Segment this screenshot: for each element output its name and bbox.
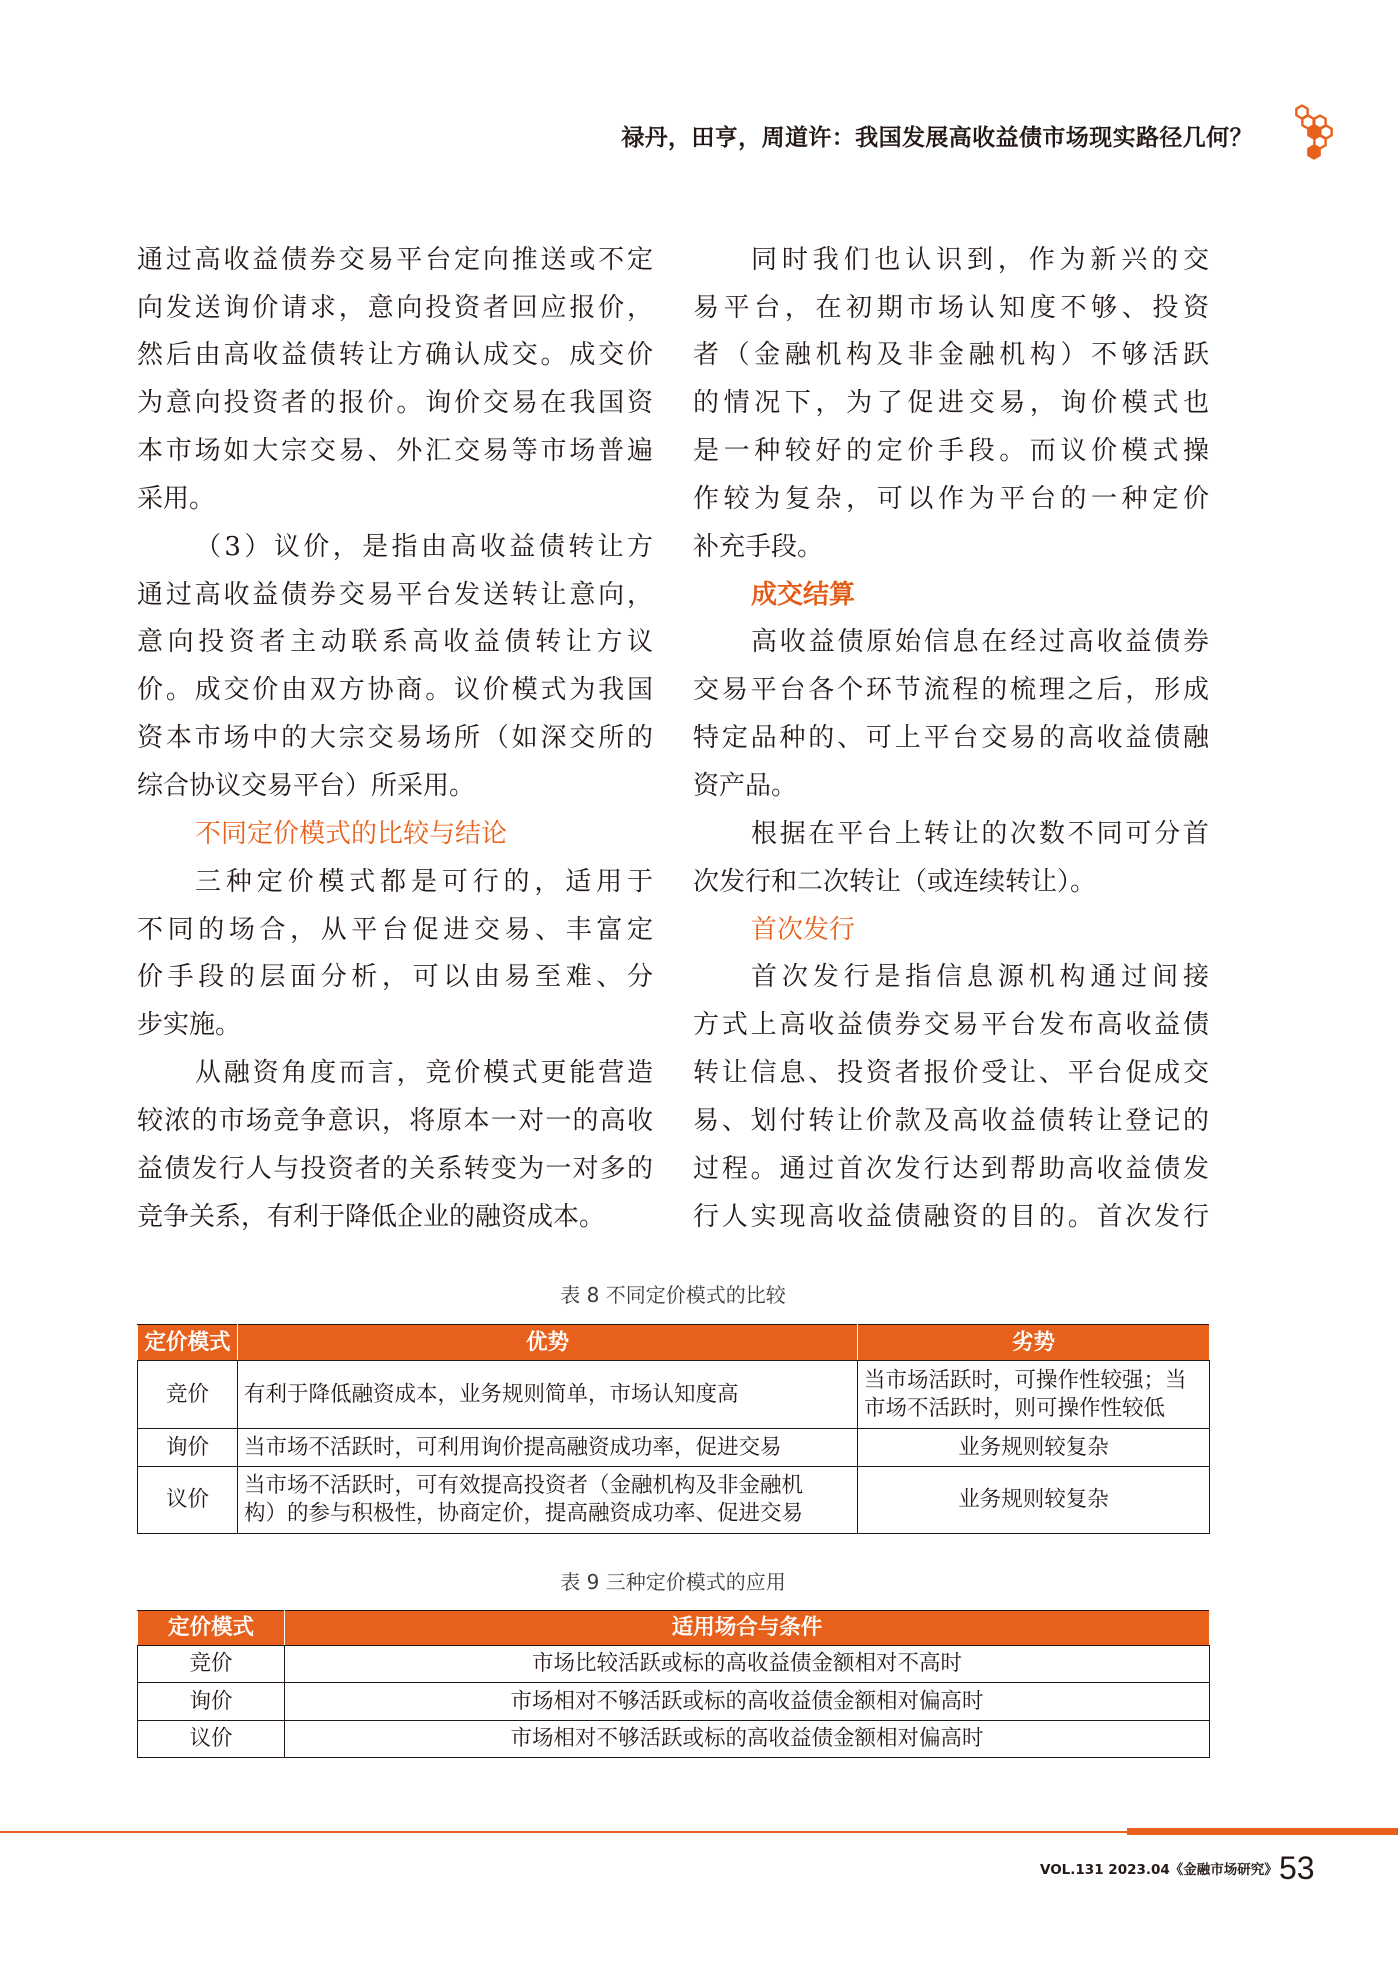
table-cell xyxy=(238,1361,858,1429)
journal-issue-label: VOL.131 2023.04《金融市场研究》 xyxy=(1040,1862,1278,1878)
body-text-line: 资本市场中的大宗交易场所（如深交所的 xyxy=(137,723,653,754)
body-text-line: 通过高收益债券交易平台发送转让意向， xyxy=(137,579,653,610)
footer-rule-accent xyxy=(1127,1828,1398,1835)
body-text-line: 易平台，在初期市场认知度不够、投资 xyxy=(693,292,1209,323)
body-text-line: 价手段的层面分析，可以由易至难、分 xyxy=(137,962,653,993)
body-text-line: （3）议价，是指由高收益债转让方 xyxy=(195,531,653,562)
section-heading: 不同定价模式的比较与结论 xyxy=(195,818,508,849)
pricing-mode-comparison-table xyxy=(137,1324,1210,1534)
table-header-row xyxy=(138,1325,1210,1361)
table-caption: 表 8 不同定价模式的比较 xyxy=(560,1283,786,1307)
body-text-line: 意向投资者主动联系高收益债转让方议 xyxy=(137,627,653,658)
body-text-line: 较浓的市场竞争意识，将原本一对一的高收 xyxy=(137,1105,653,1136)
table-cell: 议价 xyxy=(138,1467,238,1534)
table-cell xyxy=(238,1429,858,1467)
body-text-line: 补充手段。 xyxy=(693,531,824,562)
body-text-line: 是一种较好的定价手段。而议价模式操 xyxy=(693,436,1209,467)
table-row xyxy=(138,1721,1210,1758)
table-cell-line: 构）的参与积极性，协商定价，提高融资成功率、促进交易 xyxy=(244,1501,804,1526)
table-row xyxy=(138,1683,1210,1721)
page-number: 53 xyxy=(1279,1850,1315,1886)
table-cell: 竞价 xyxy=(138,1361,238,1429)
right-text-column xyxy=(693,237,1209,1242)
body-text-line: 资产品。 xyxy=(693,770,798,801)
section-heading: 成交结算 xyxy=(751,579,856,610)
body-text-line: 作较为复杂，可以作为平台的一种定价 xyxy=(693,483,1209,514)
table-cell-line: 当市场不活跃时，可有效提高投资者（金融机构及非金融机 xyxy=(244,1473,804,1498)
table-row xyxy=(138,1429,1210,1467)
table-caption: 表 9 三种定价模式的应用 xyxy=(560,1570,786,1594)
body-text-line: 竞争关系，有利于降低企业的融资成本。 xyxy=(137,1201,606,1232)
table-header-cell: 适用场合与条件 xyxy=(285,1611,1210,1646)
table-cell xyxy=(238,1467,858,1534)
table-row xyxy=(138,1361,1210,1429)
footer-rule xyxy=(0,1831,1127,1833)
table-cell: 市场相对不够活跃或标的高收益债金额相对偏高时 xyxy=(285,1721,1210,1758)
body-text-line: 三种定价模式都是可行的，适用于 xyxy=(195,866,653,897)
body-text-line: 根据在平台上转让的次数不同可分首 xyxy=(751,818,1209,849)
left-text-column xyxy=(137,237,653,1242)
body-text-line: 综合协议交易平台）所采用。 xyxy=(137,770,476,801)
body-text-line: 行人实现高收益债融资的目的。首次发行 xyxy=(693,1201,1209,1232)
body-text-line: 步实施。 xyxy=(137,1010,242,1041)
table-cell-line: 当市场活跃时，可操作性较强；当 xyxy=(864,1367,1187,1393)
body-text-line: 价。成交价由双方协商。议价模式为我国 xyxy=(137,675,653,706)
honeycomb-logo-icon xyxy=(1292,104,1338,162)
body-text-line: 同时我们也认识到，作为新兴的交 xyxy=(751,244,1209,275)
body-text-line: 者（金融机构及非金融机构）不够活跃 xyxy=(693,340,1209,371)
table-cell-line: 市场不活跃时，则可操作性较低 xyxy=(864,1395,1166,1421)
body-text-line: 通过高收益债券交易平台定向推送或不定 xyxy=(137,244,653,275)
table-cell: 市场比较活跃或标的高收益债金额相对不高时 xyxy=(285,1646,1210,1683)
pricing-mode-application-table xyxy=(137,1610,1210,1758)
table-cell: 市场相对不够活跃或标的高收益债金额相对偏高时 xyxy=(285,1683,1210,1721)
table-cell xyxy=(858,1361,1210,1429)
table-header-cell: 定价模式 xyxy=(138,1325,238,1361)
table-header-cell: 劣势 xyxy=(858,1325,1210,1361)
body-text-line: 的情况下，为了促进交易，询价模式也 xyxy=(693,388,1209,419)
body-text-line: 易、划付转让价款及高收益债转让登记的 xyxy=(693,1105,1209,1136)
table-cell: 询价 xyxy=(138,1683,285,1721)
body-text-line: 次发行和二次转让（或连续转让）。 xyxy=(693,866,1097,897)
body-text-line: 交易平台各个环节流程的梳理之后，形成 xyxy=(693,675,1209,706)
table-cell: 询价 xyxy=(138,1429,238,1467)
table-header-cell: 优势 xyxy=(238,1325,858,1361)
body-text-line: 高收益债原始信息在经过高收益债券 xyxy=(751,627,1209,658)
body-text-line: 过程。通过首次发行达到帮助高收益债发 xyxy=(693,1153,1209,1184)
table-header-cell: 定价模式 xyxy=(138,1611,285,1646)
body-text-line: 本市场如大宗交易、外汇交易等市场普遍 xyxy=(137,436,653,467)
body-text-line: 向发送询价请求，意向投资者回应报价， xyxy=(137,292,653,323)
body-text-line: 然后由高收益债转让方确认成交。成交价 xyxy=(137,340,653,371)
table-cell xyxy=(858,1429,1210,1467)
body-text-line: 为意向投资者的报价。询价交易在我国资 xyxy=(137,388,653,419)
body-text-line: 转让信息、投资者报价受让、平台促成交 xyxy=(693,1058,1209,1089)
table-cell-line: 有利于降低融资成本，业务规则简单，市场认知度高 xyxy=(244,1381,739,1407)
table-cell xyxy=(858,1467,1210,1534)
body-text-line: 从融资角度而言，竞价模式更能营造 xyxy=(195,1058,653,1089)
table-cell-line: 业务规则较复杂 xyxy=(958,1434,1109,1460)
body-text-line: 不同的场合，从平台促进交易、丰富定 xyxy=(137,914,653,945)
running-title: 禄丹，田亨，周道许：我国发展高收益债市场现实路径几何？ xyxy=(621,125,1253,151)
table-row xyxy=(138,1467,1210,1534)
table-cell-line: 当市场不活跃时，可利用询价提高融资成功率，促进交易 xyxy=(244,1434,782,1460)
table-cell: 议价 xyxy=(138,1721,285,1758)
body-text-line: 方式上高收益债券交易平台发布高收益债 xyxy=(693,1010,1209,1041)
table-header-row xyxy=(138,1611,1210,1646)
section-heading: 首次发行 xyxy=(751,914,856,945)
table-cell-line: 业务规则较复杂 xyxy=(958,1487,1109,1512)
body-text-line: 特定品种的、可上平台交易的高收益债融 xyxy=(693,723,1209,754)
body-text-line: 采用。 xyxy=(137,483,216,514)
table-cell: 竞价 xyxy=(138,1646,285,1683)
table-row xyxy=(138,1646,1210,1683)
body-text-line: 益债发行人与投资者的关系转变为一对多的 xyxy=(137,1153,653,1184)
body-text-line: 首次发行是指信息源机构通过间接 xyxy=(751,962,1209,993)
